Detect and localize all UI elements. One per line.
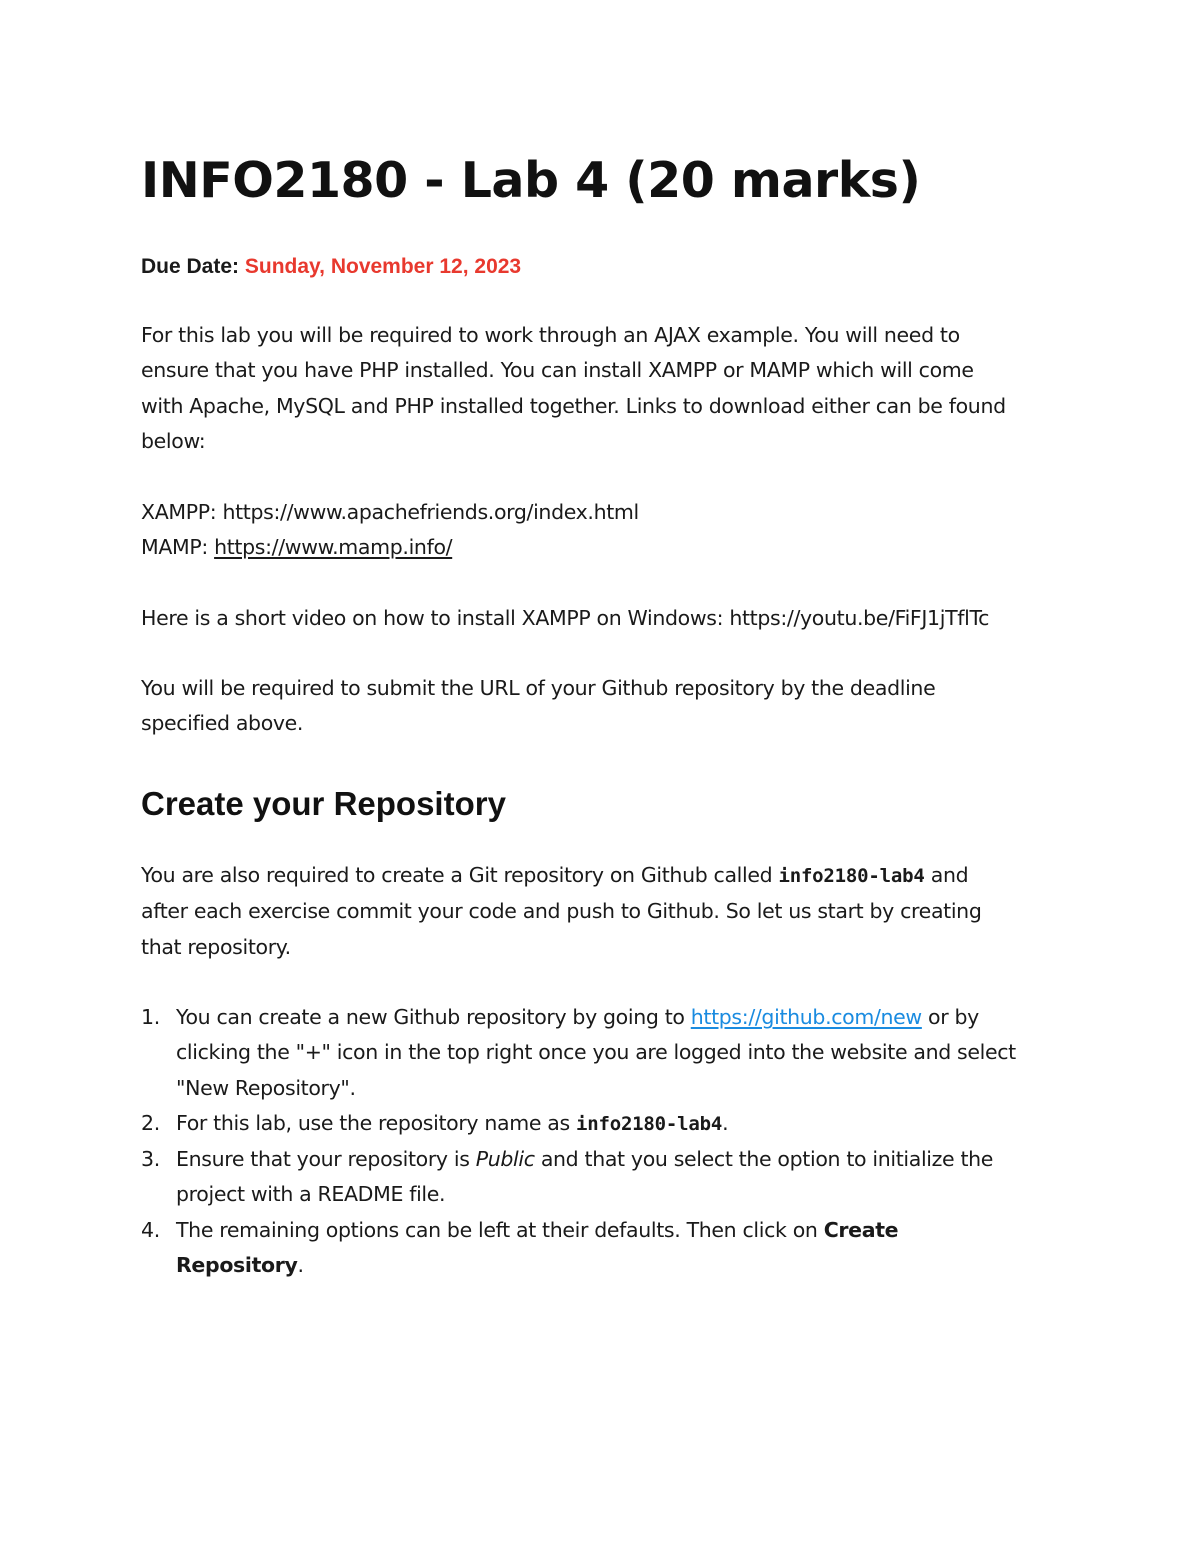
step-1-pre: You can create a new Github repository by going to — [176, 1005, 685, 1029]
repo-line-1 — [141, 858, 982, 894]
step-number: 2. — [141, 1110, 160, 1135]
mamp-url-link[interactable]: https://www.mamp.info/ — [214, 535, 453, 560]
page-title: INFO2180 - Lab 4 (20 marks) — [141, 152, 921, 209]
download-links — [141, 495, 639, 566]
xampp-label: XAMPP: — [141, 500, 217, 524]
video-text: Here is a short video on how to install XAMPP on Windows: — [141, 606, 724, 630]
step-4-post: . — [297, 1253, 304, 1278]
list-item — [141, 1142, 1071, 1213]
intro-line-4: below: — [141, 428, 206, 453]
video-paragraph — [141, 601, 989, 636]
xampp-link-line — [141, 495, 639, 530]
intro-line-1: For this lab you will be required to work through an AJAX example. You will need to — [141, 323, 960, 347]
due-date — [141, 252, 521, 282]
step-4-bold-1: Create — [823, 1217, 899, 1242]
step-2-line-1 — [176, 1106, 1071, 1142]
due-date-label: Due Date: — [141, 255, 240, 278]
step-3-line-1 — [176, 1142, 1071, 1177]
intro-paragraph — [141, 318, 1006, 459]
step-2-pre: For this lab, use the repository name as — [176, 1110, 570, 1135]
step-3-post: and that you select the option to initialize the — [540, 1147, 994, 1172]
step-1-line-3: "New Repository". — [176, 1075, 356, 1100]
repo-line-1-pre: You are also required to create a Git repository on Github called — [141, 863, 773, 887]
step-3-pre: Ensure that your repository is — [176, 1147, 470, 1172]
step-4-line-1 — [176, 1213, 1071, 1248]
steps-list — [141, 1000, 1071, 1283]
mamp-link-line — [141, 530, 639, 565]
repo-line-2: after each exercise commit your code and push to Github. So let us start by creating — [141, 899, 982, 924]
mamp-label: MAMP: — [141, 535, 208, 560]
intro-line-3: with Apache, MySQL and PHP installed together. Links to download either can be found — [141, 393, 1006, 418]
submit-line-1: You will be required to submit the URL of your Github repository by the deadline — [141, 676, 936, 700]
submit-paragraph — [141, 671, 935, 742]
step-number: 3. — [141, 1147, 160, 1172]
xampp-url[interactable]: https://www.apachefriends.org/index.html — [222, 500, 639, 524]
github-new-link[interactable]: https://github.com/new — [690, 1005, 922, 1029]
list-item — [141, 1106, 1071, 1142]
step-number: 1. — [141, 1005, 160, 1029]
step-4-pre: The remaining options can be left at their defaults. Then click on — [176, 1217, 818, 1242]
repo-line-3: that repository. — [141, 934, 291, 959]
section-heading: Create your Repository — [141, 785, 506, 822]
step-4-line-2 — [176, 1248, 1071, 1283]
repo-paragraph — [141, 858, 982, 965]
step-3-emphasis: Public — [475, 1147, 535, 1172]
step-1-line-1 — [176, 1000, 1071, 1035]
repo-line-1-post: and — [930, 863, 969, 887]
step-2-post: . — [722, 1110, 729, 1135]
video-url[interactable]: https://youtu.be/FiFJ1jTflTc — [729, 606, 990, 630]
list-item — [141, 1000, 1071, 1106]
due-date-value: Sunday, November 12, 2023 — [244, 255, 522, 278]
step-2-code: info2180-lab4 — [575, 1112, 723, 1135]
step-4-bold-2: Repository — [176, 1253, 298, 1278]
step-1-line-2: clicking the "+" icon in the top right once you are logged into the website and select — [176, 1040, 1016, 1065]
step-number: 4. — [141, 1217, 160, 1242]
submit-line-2: specified above. — [141, 711, 304, 736]
step-1-post: or by — [928, 1005, 979, 1029]
intro-line-2: ensure that you have PHP installed. You can install XAMPP or MAMP which will come — [141, 358, 974, 383]
repo-name-code: info2180-lab4 — [778, 865, 925, 887]
list-item — [141, 1213, 1071, 1284]
step-3-line-2: project with a README file. — [176, 1182, 446, 1207]
video-line — [141, 601, 989, 636]
